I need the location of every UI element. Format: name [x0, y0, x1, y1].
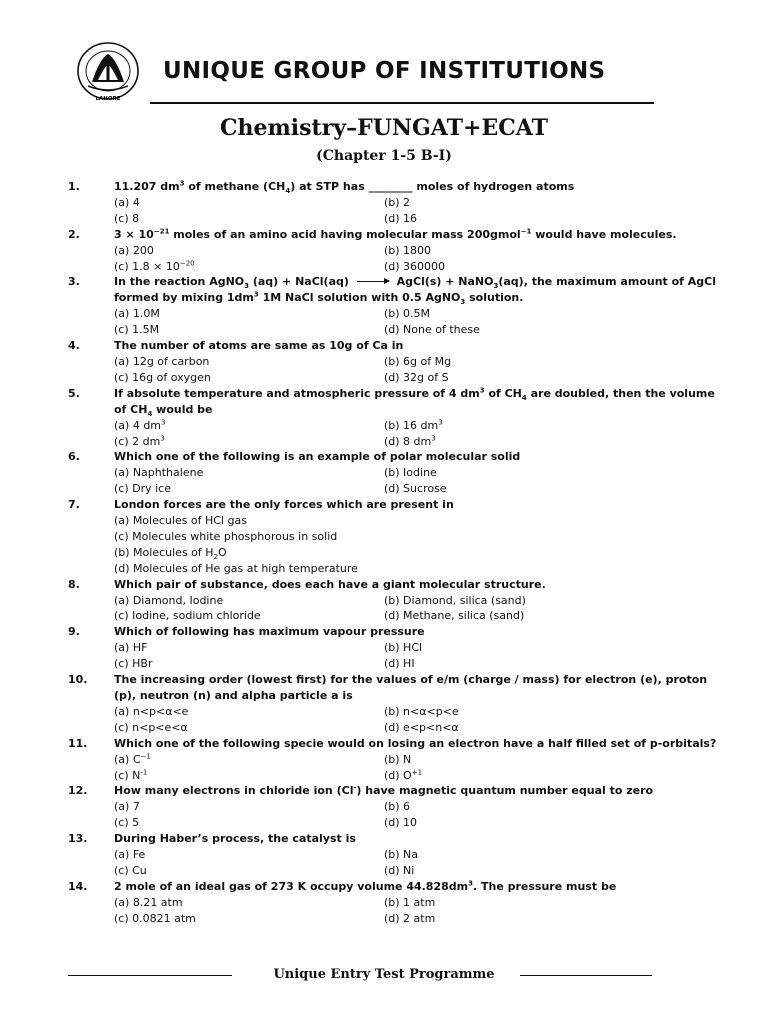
question-text: [114, 624, 718, 640]
text-segment: If absolute temperature and atmospheric pressure of 4 dm: [114, 386, 480, 400]
footer-text: Unique Entry Test Programme: [273, 967, 495, 982]
subscript: 4: [147, 409, 153, 418]
subscript: 3: [244, 282, 250, 291]
question-number: 3.: [68, 275, 80, 289]
question-number: 4.: [68, 339, 80, 353]
text-segment: ) at STP has ________ moles of hydrogen atoms: [290, 180, 575, 193]
answer-option: (b) N: [384, 752, 412, 766]
answer-option: (d) None of these: [384, 323, 480, 337]
question-number: 7.: [68, 498, 80, 512]
answer-option: (a) Molecules of HCl gas: [114, 514, 247, 528]
text-segment: 11.207 dm: [114, 180, 180, 193]
answer-option: (d) Sucrose: [384, 482, 447, 496]
answer-option: (a) 7: [114, 800, 140, 814]
answer-option: (c) n<p<e<α: [114, 720, 188, 734]
text-segment: 3 × 10: [114, 227, 154, 241]
answer-options: [114, 306, 718, 338]
answer-option: (b) 6g of Mg: [384, 354, 452, 368]
question-item: [68, 879, 718, 927]
answer-option: (d) HI: [384, 657, 415, 671]
answer-option: [114, 752, 384, 768]
answer-options: [114, 593, 718, 625]
answer-option: [114, 418, 384, 434]
answer-option: (c) 0.0821 atm: [114, 911, 196, 925]
question-text: [114, 449, 718, 465]
question-text: [114, 783, 718, 799]
answer-options: [114, 752, 718, 784]
answer-option: [384, 434, 654, 450]
question-item: [68, 624, 718, 672]
header-divider: [150, 102, 654, 104]
text-segment: (c) N: [114, 768, 141, 782]
reaction-arrow-icon: [357, 281, 389, 282]
answer-options: [114, 640, 718, 672]
answer-option: (b) 0.5M: [384, 307, 431, 321]
answer-option: (a) HF: [114, 641, 148, 655]
superscript: -: [353, 783, 357, 792]
answer-option: (b) Diamond, silica (sand): [384, 593, 526, 607]
question-text: [114, 338, 718, 354]
superscript: −1: [520, 227, 532, 236]
answer-option: (d) 32g of S: [384, 370, 449, 384]
answer-options: [114, 704, 718, 736]
answer-option: (d) Molecules of He gas at high temperature: [114, 561, 358, 575]
text-segment: Which one of the following is an example of polar molecular solid: [114, 450, 521, 464]
text-segment: (aq), the maximum amount of AgCl formed by mixing 1dm: [114, 275, 717, 305]
text-segment: 1M NaCl solution with 0.5 AgNO: [258, 291, 461, 305]
question-number: 8.: [68, 577, 80, 591]
answer-option: [114, 545, 718, 561]
superscript: 3: [161, 417, 166, 426]
question-text: [114, 227, 718, 243]
text-segment: Which of following has maximum vapour pressure: [114, 625, 425, 639]
text-segment: The increasing order (lowest first) for the values of e/m (charge / mass) for electron (e), proton (p), neutron (n) and alpha particle a is: [114, 673, 708, 702]
question-text: [114, 736, 718, 752]
superscript: −21: [153, 227, 170, 236]
answer-option: (b) HCl: [384, 641, 423, 655]
text-segment: How many electrons in chloride ion (Cl: [114, 784, 354, 798]
text-segment: would have molecules.: [531, 227, 677, 241]
answer-option: (b) 1 atm: [384, 895, 436, 909]
text-segment: (b) 16 dm: [384, 418, 439, 432]
question-item: [68, 338, 718, 386]
answer-option: (b) Na: [384, 848, 419, 862]
superscript: 3: [479, 386, 485, 395]
answer-option: (d) 360000: [384, 259, 446, 273]
answer-option: (b) 6: [384, 800, 411, 814]
question-text: [114, 831, 718, 847]
answer-option: (c) 5: [114, 816, 140, 830]
question-text: [114, 497, 718, 513]
question-text: [114, 879, 718, 895]
subscript: 3: [460, 298, 466, 307]
text-segment: of methane (CH: [184, 180, 286, 193]
answer-options: [114, 195, 718, 227]
question-list: [68, 179, 718, 927]
answer-option: (d) Methane, silica (sand): [384, 609, 525, 623]
text-segment: (aq) + NaCl(aq): [249, 275, 353, 289]
question-number: 2.: [68, 227, 80, 241]
answer-option: [114, 434, 384, 450]
answer-option: (c) Molecules white phosphorous in solid: [114, 529, 338, 543]
question-text: [114, 386, 718, 418]
answer-option: [114, 768, 384, 784]
text-segment: are doubled, then the volume of CH: [114, 386, 715, 416]
question-number: 11.: [68, 736, 88, 750]
answer-options: [114, 847, 718, 879]
question-item: [68, 449, 718, 497]
superscript: −20: [179, 258, 195, 267]
superscript: 3: [253, 290, 259, 299]
answer-option: (b) 2: [384, 195, 411, 209]
answer-option: (a) Fe: [114, 848, 146, 862]
text-segment: solution.: [465, 291, 524, 305]
superscript: 3: [160, 433, 165, 442]
question-number: 6.: [68, 450, 80, 464]
answer-option: (b) 1800: [384, 243, 432, 257]
superscript: 3: [438, 417, 443, 426]
institution-logo: [70, 40, 146, 102]
answer-options: [114, 243, 718, 275]
answer-option: (c) Dry ice: [114, 482, 171, 496]
answer-option: (d) 2 atm: [384, 911, 436, 925]
question-number: 5.: [68, 386, 80, 400]
answer-options: [114, 513, 718, 577]
answer-option: (c) HBr: [114, 657, 153, 671]
answer-option: (d) 16: [384, 211, 418, 225]
text-segment: In the reaction AgNO: [114, 275, 245, 289]
logo-city: LAHORE: [95, 96, 121, 102]
answer-option: (c) 16g of oxygen: [114, 370, 211, 384]
text-segment: of CH: [484, 386, 522, 400]
question-item: [68, 227, 718, 275]
question-text: [114, 672, 718, 704]
superscript: 3: [431, 433, 436, 442]
question-item: [68, 179, 718, 227]
text-segment: AgCl(s) + NaNO: [392, 275, 494, 289]
answer-option: (c) Iodine, sodium chloride: [114, 609, 261, 623]
text-segment: (a) 4 dm: [114, 418, 162, 432]
text-segment: The number of atoms are same as 10g of Ca in: [114, 339, 404, 353]
question-item: [68, 386, 718, 450]
answer-option: (a) n<p<α<e: [114, 704, 189, 718]
question-number: 13.: [68, 832, 88, 846]
answer-option: [384, 768, 654, 784]
text-segment: London forces are the only forces which are present in: [114, 498, 454, 512]
answer-option: (a) 12g of carbon: [114, 354, 210, 368]
text-segment: 2 mole of an ideal gas of 273 K occupy volume 44.828dm: [114, 879, 469, 893]
text-segment: moles of an amino acid having molecular mass 200gmol: [169, 227, 521, 241]
superscript: -1: [140, 767, 148, 776]
answer-option: (d) Ni: [384, 863, 415, 877]
text-segment: Which one of the following specie would on losing an electron have a half filled set of p-orbitals?: [114, 736, 717, 750]
text-segment: O: [218, 545, 227, 559]
text-segment: (c) 1.8 × 10: [114, 259, 180, 273]
question-number: 14.: [68, 879, 88, 893]
answer-option: (c) Cu: [114, 863, 147, 877]
text-segment: During Haber’s process, the catalyst is: [114, 832, 356, 846]
text-segment: would be: [152, 402, 213, 416]
text-segment: (b) Molecules of H: [114, 545, 214, 559]
question-number: 9.: [68, 625, 80, 639]
question-text: [114, 179, 718, 195]
answer-option: (d) e<p<n<α: [384, 720, 459, 734]
answer-options: [114, 354, 718, 386]
question-number: 12.: [68, 784, 88, 798]
answer-options: [114, 418, 718, 450]
text-segment: Which pair of substance, does each have a giant molecular structure.: [114, 577, 546, 591]
answer-option: (a) Naphthalene: [114, 466, 204, 480]
answer-option: [114, 259, 384, 275]
answer-options: [114, 895, 718, 927]
superscript: 3: [468, 879, 473, 888]
answer-option: (b) Iodine: [384, 466, 437, 480]
subscript: 2: [213, 553, 219, 562]
superscript: 3: [179, 179, 185, 188]
subscript: 4: [521, 393, 527, 402]
answer-options: [114, 465, 718, 497]
institution-name: UNIQUE GROUP OF INSTITUTIONS: [163, 58, 606, 84]
answer-option: (a) 8.21 atm: [114, 895, 183, 909]
subscript: 3: [493, 282, 499, 291]
text-segment: (d) O: [384, 768, 412, 782]
answer-option: (b) n<α<p<e: [384, 704, 459, 718]
answer-option: (a) 200: [114, 243, 154, 257]
text-segment: (c) 2 dm: [114, 434, 161, 448]
question-text: [114, 577, 718, 593]
answer-option: (c) 1.5M: [114, 323, 160, 337]
answer-option: (a) 4: [114, 195, 140, 209]
question-item: [68, 736, 718, 784]
question-item: [68, 577, 718, 625]
superscript: −1: [140, 751, 151, 760]
text-segment: ) have magnetic quantum number equal to zero: [356, 784, 654, 798]
answer-option: (c) 8: [114, 211, 140, 225]
page-title: Chemistry–FUNGAT+ECAT: [220, 115, 548, 141]
text-segment: (d) 8 dm: [384, 434, 432, 448]
question-number: 10.: [68, 673, 88, 687]
answer-options: [114, 799, 718, 831]
question-number: 1.: [68, 180, 80, 193]
question-item: [68, 274, 718, 338]
superscript: +1: [411, 767, 423, 776]
text-segment: . The pressure must be: [472, 879, 617, 893]
question-text: [114, 274, 718, 306]
page-subtitle: (Chapter 1-5 B-I): [316, 148, 452, 164]
question-item: [68, 783, 718, 831]
text-segment: (a) C: [114, 752, 141, 766]
question-item: [68, 672, 718, 736]
question-item: [68, 497, 718, 577]
answer-option: (a) Diamond, Iodine: [114, 593, 224, 607]
subscript: 4: [285, 187, 291, 196]
answer-option: (d) 10: [384, 816, 418, 830]
answer-option: [384, 418, 654, 434]
answer-option: (a) 1.0M: [114, 307, 160, 321]
question-item: [68, 831, 718, 879]
